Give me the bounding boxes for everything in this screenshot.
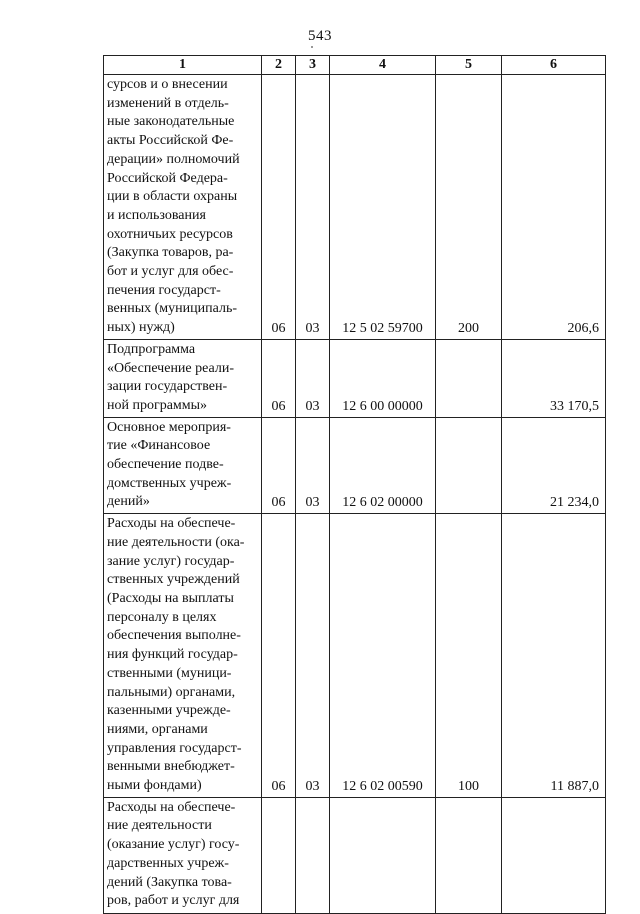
row-target-article: 12 6 02 00590 (330, 514, 436, 798)
row-subsection: 03 (296, 417, 330, 514)
row-expense-type (436, 417, 502, 514)
row-target-article: 12 6 00 00000 (330, 339, 436, 417)
column-header-3: 3 (296, 56, 330, 75)
row-subsection: 03 (296, 75, 330, 340)
column-header-1: 1 (104, 56, 262, 75)
table-row (104, 797, 606, 913)
row-section: 06 (262, 339, 296, 417)
row-section (262, 797, 296, 913)
row-expense-type: 100 (436, 514, 502, 798)
row-section: 06 (262, 417, 296, 514)
budget-table (103, 55, 606, 914)
row-expense-type (436, 339, 502, 417)
row-subsection: 03 (296, 514, 330, 798)
row-target-article: 12 5 02 59700 (330, 75, 436, 340)
row-expense-type: 200 (436, 75, 502, 340)
table-row (104, 514, 606, 798)
row-amount: 33 170,5 (502, 339, 606, 417)
column-header-4: 4 (330, 56, 436, 75)
column-header-5: 5 (436, 56, 502, 75)
row-description: сурсов и о внесении изменений в отдель- ные законодательные акты Российской Фе- дерации» полномочий Российской Федера- ции в области охраны и использования охотничьих ресурсов (Закупка товаров, ра- бот и услуг для обес- печения государст- венных (муниципаль- ных) нужд) (104, 75, 262, 340)
row-amount (502, 797, 606, 913)
column-header-6: 6 (502, 56, 606, 75)
table-row (104, 417, 606, 514)
row-section: 06 (262, 514, 296, 798)
row-subsection (296, 797, 330, 913)
page-number: 543 (308, 28, 332, 44)
row-section: 06 (262, 75, 296, 340)
row-target-article (330, 797, 436, 913)
row-subsection: 03 (296, 339, 330, 417)
scan-speck (311, 46, 313, 48)
row-description: Основное мероприя- тие «Финансовое обеспечение подве- домственных учреж- дений» (104, 417, 262, 514)
row-description: Расходы на обеспече- ние деятельности (оказание услуг) госу- дарственных учреж- дений (Закупка това- ров, работ и услуг для (104, 797, 262, 913)
row-description: Расходы на обеспече- ние деятельности (ока- зание услуг) государ- ственных учреждений (Расходы на выплаты персоналу в целях обеспечения выполне- ния функций государ- ственными (муници- пальными) органами, казенными учрежде- ниями, органами управления государст- венными внебюджет- ными фондами) (104, 514, 262, 798)
table-row (104, 339, 606, 417)
row-expense-type (436, 797, 502, 913)
row-amount: 11 887,0 (502, 514, 606, 798)
table-row (104, 75, 606, 340)
row-description: Подпрограмма «Обеспечение реали- зации государствен- ной программы» (104, 339, 262, 417)
row-amount: 21 234,0 (502, 417, 606, 514)
table-header-row (104, 56, 606, 75)
row-target-article: 12 6 02 00000 (330, 417, 436, 514)
column-header-2: 2 (262, 56, 296, 75)
row-amount: 206,6 (502, 75, 606, 340)
